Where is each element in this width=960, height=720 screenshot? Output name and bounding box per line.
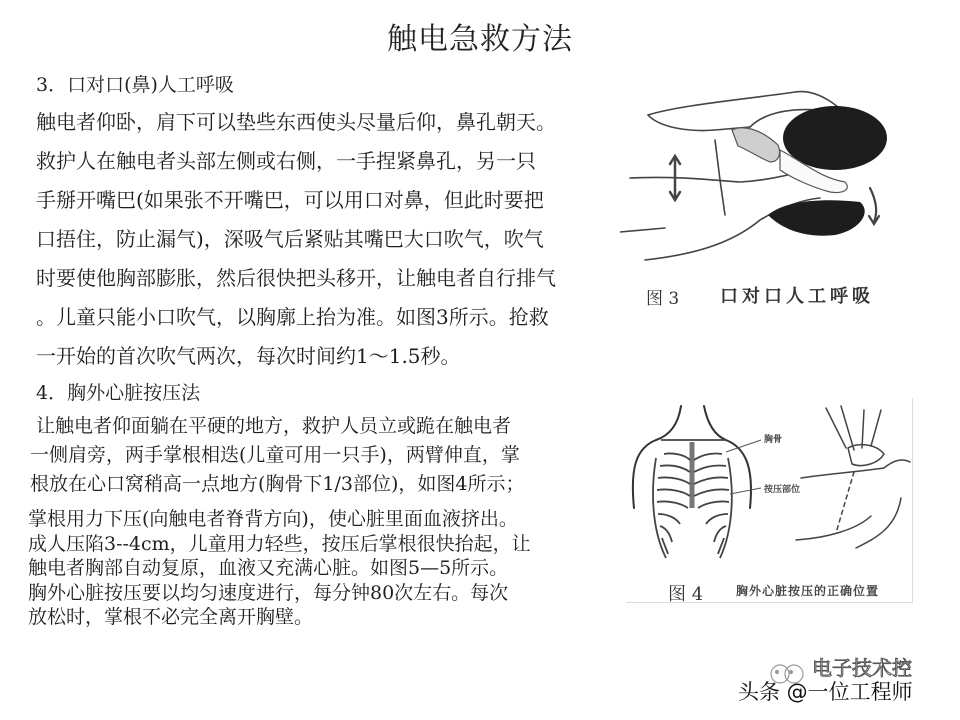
watermark-overlay-text: 电子技术控 (812, 656, 912, 680)
page-title: 触电急救方法 (387, 22, 573, 57)
text-line: 掌根用力下压(向触电者脊背方向)，使心脏里面血液挤出。 (28, 508, 518, 530)
figure-4-caption: 胸外心脏按压的正确位置 (736, 584, 880, 598)
figure-3-caption: 口对口人工呼吸 (720, 286, 874, 307)
text-line: 根放在心口窝稍高一点地方(胸骨下1/3部位)，如图4所示； (30, 473, 525, 495)
section-4-body-b (28, 507, 588, 630)
label-sternum: 胸骨 (764, 435, 783, 445)
figure-4-number: 图 4 (668, 584, 704, 605)
text-line: 放松时，掌根不必完全离开胸壁。 (28, 606, 314, 628)
section-3-body (36, 103, 596, 376)
text-line: 让触电者仰面躺在平硬的地方，救护人员立或跪在触电者 (30, 415, 512, 437)
text-line: 口捂住，防止漏气)，深吸气后紧贴其嘴巴大口吹气，吹气 (36, 227, 544, 251)
text-line: 。儿童只能小口吹气，以胸廓上抬为准。如图3所示。抢救 (36, 305, 549, 329)
figure-3-number: 图 3 (646, 289, 680, 309)
figure-4 (626, 398, 913, 603)
mouth-to-mouth-illustration (620, 70, 940, 280)
text-line: 时要使他胸部膨胀，然后很快把头移开，让触电者自行排气 (36, 266, 556, 290)
text-line: 触电者仰卧，肩下可以垫些东西使头尽量后仰，鼻孔朝天。 (36, 110, 556, 134)
section-4-heading: 4．胸外心脏按压法 (36, 382, 201, 404)
label-press-position: 按压部位 (764, 485, 801, 495)
text-line: 救护人在触电者头部左侧或右侧，一手捏紧鼻孔，另一只 (36, 149, 536, 173)
text-line: 成人压陷3--4cm，儿童用力轻些，按压后掌根很快抬起，让 (28, 532, 531, 555)
section-3-heading: 3．口对口(鼻)人工呼吸 (36, 74, 234, 96)
text-line: 触电者胸部自动复原，血液又充满心脏。如图5—5所示。 (28, 557, 509, 579)
text-line: 一侧肩旁，两手掌根相迭(儿童可用一只手)，两臂伸直，掌 (30, 444, 520, 466)
watermark-text: 头条 @一位工程师 (738, 680, 913, 704)
text-line: 一开始的首次吹气两次，每次时间约1～1.5秒。 (36, 344, 461, 368)
text-line: 胸外心脏按压要以均匀速度进行，每分钟80次左右。每次 (28, 581, 509, 604)
figure-3 (620, 70, 940, 320)
text-line: 手掰开嘴巴(如果张不开嘴巴，可以用口对鼻，但此时要把 (36, 188, 544, 212)
section-4-body-a (30, 412, 590, 499)
